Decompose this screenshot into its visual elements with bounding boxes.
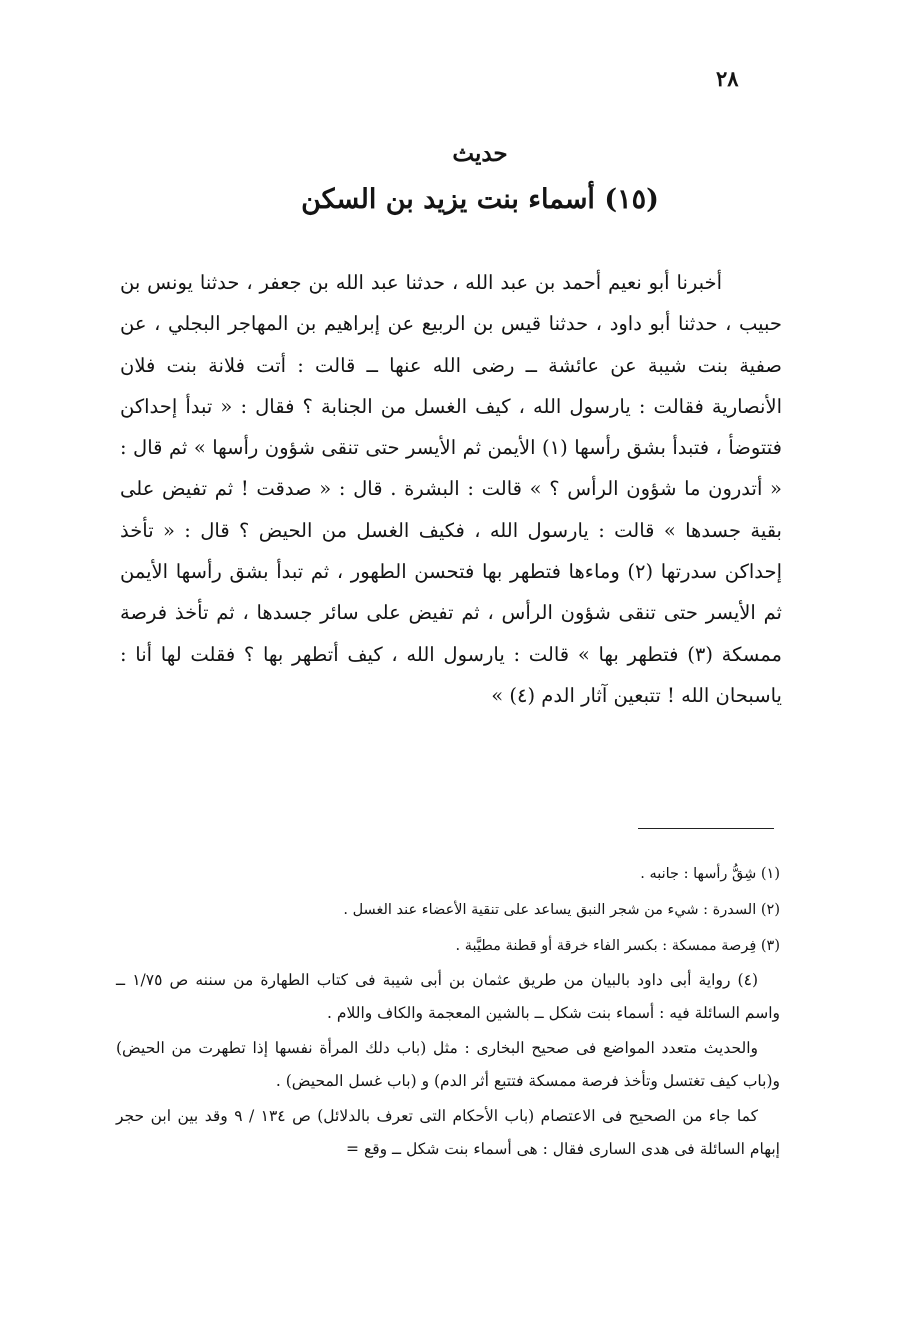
- footnotes: [116, 856, 780, 1166]
- footnote-2: (٢) السدرة : شيء من شجر النبق يساعد على تنقية الأعضاء عند الغسل .: [343, 902, 780, 918]
- footnote-1: (١) شِقُّ رأسها : جانبه .: [640, 866, 780, 882]
- footnote-3: (٣) فِرصة ممسكة : بكسر الفاء خرقة أو قطنة مطيَّبة .: [455, 938, 780, 954]
- section-heading: حديث: [452, 140, 508, 167]
- footnote-4: (٤) رواية أبى داود بالبيان من طريق عثمان بن أبى شيبة فى كتاب الطهارة من سننه ص ١/٧٥ ــ واسم السائلة فيه : أسماء بنت شكل ــ بالشين المعجمة والكاف واللام .: [116, 971, 780, 1022]
- hadith-title: (١٥) أسماء بنت يزيد بن السكن: [301, 184, 659, 215]
- footnote-4-continued-2: كما جاء من الصحيح فى الاعتصام (باب الأحكام التى تعرف بالدلائل) ص ١٣٤ / ٩ وقد بين ابن حجر إبهام السائلة فى هدى السارى فقال : هى أسماء بنت شكل ــ وقع =: [116, 1107, 780, 1158]
- hadith-text: [120, 262, 782, 716]
- footnote-separator: [638, 828, 774, 829]
- hadith-paragraph: أخبرنا أبو نعيم أحمد بن عبد الله ، حدثنا عبد الله بن جعفر ، حدثنا يونس بن حبيب ، حدثنا أبو داود ، حدثنا قيس بن الربيع عن إبراهيم بن المهاجر البجلي ، عن صفية بنت شيبة عن عائشة ــ رضى الله عنها ــ قالت : أتت فلانة بنت فلان الأنصارية فقالت : يارسول الله ، كيف الغسل من الجنابة ؟ فقال : « تبدأ إحداكن فتتوضأ ، فتبدأ بشق رأسها (١) الأيمن ثم الأيسر حتى تنقى شؤون رأسها » ثم قال : « أتدرون ما شؤون الرأس ؟ » قالت : البشرة . قال : « صدقت ! ثم تفيض على بقية جسدها » قالت : يارسول الله ، فكيف الغسل من الحيض ؟ قال : « تأخذ إحداكن سدرتها (٢) وماءها فتطهر بها فتحسن الطهور ، ثم تبدأ بشق رأسها الأيمن ثم الأيسر حتى تنقى شؤون الرأس ، ثم تفيض على سائر جسدها ، ثم تأخذ فرصة ممسكة (٣) فتطهر بها » قالت : يارسول الله ، كيف أتطهر بها ؟ فقلت لها أنا : ياسبحان الله ! تتبعين آثار الدم (٤) »: [120, 271, 782, 707]
- page-number: ٢٨: [716, 66, 739, 91]
- footnote-4-continued: والحديث متعدد المواضع فى صحيح البخارى : مثل (باب دلك المرأة نفسها إذا تطهرت من الحيض) و(باب كيف تغتسل وتأخذ فرصة ممسكة فتتبع أثر الدم) و (باب غسل المحيض) .: [116, 1039, 780, 1090]
